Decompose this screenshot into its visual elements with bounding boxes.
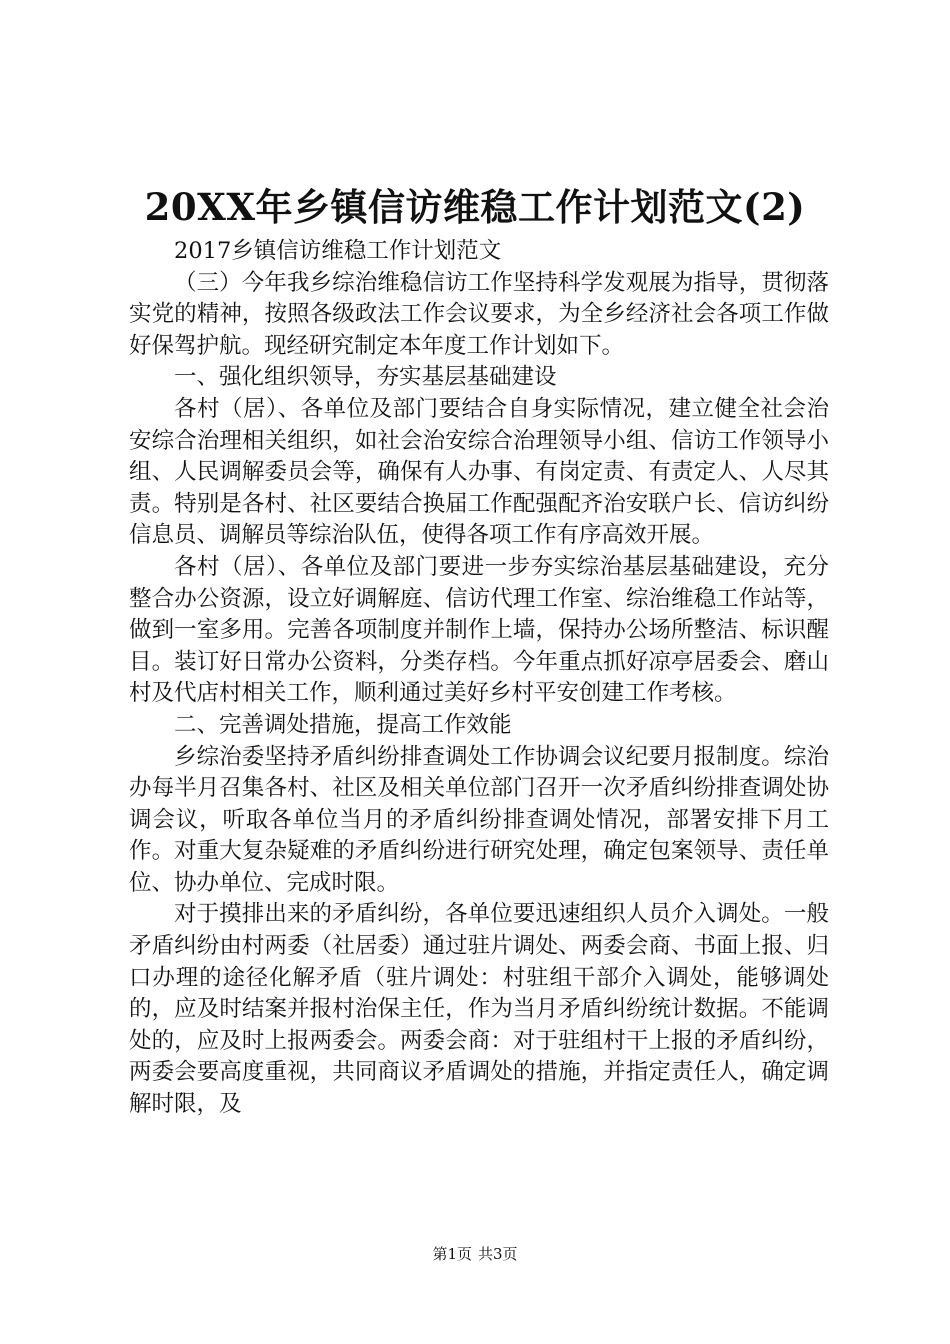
paragraph-intro: （三）今年我乡综治维稳信访工作坚持科学发观展为指导，贯彻落实党的精神，按照各级政法工作会议要求，为全乡经济社会各项工作做好保驾护航。现经研究制定本年度工作计划如下。 (129, 269, 829, 359)
document-body (129, 236, 829, 1121)
page-footer (0, 1244, 950, 1264)
section-heading-1: 一、强化组织领导，夯实基层基础建设 (174, 364, 557, 391)
section-heading-2: 二、完善调处措施，提高工作效能 (174, 711, 512, 738)
paragraph-subtitle: 2017乡镇信访维稳工作计划范文 (174, 238, 502, 264)
paragraph: 各村（居）、各单位及部门要结合自身实际情况，建立健全社会治安综合治理相关组织，如社会治安综合治理领导小组、信访工作领导小组、人民调解委员会等，确保有人办事、有岗定责、有责定人、人尽其责。特别是各村、社区要结合换届工作配强配齐治安联户长、信访纠纷信息员、调解员等综治队伍，使得各项工作有序高效开展。 (129, 395, 829, 549)
page-number: 第1页 (432, 1245, 472, 1263)
paragraph: 乡综治委坚持矛盾纠纷排查调处工作协调会议纪要月报制度。综治办每半月召集各村、社区及相关单位部门召开一次矛盾纠纷排查调处协调会议，听取各单位当月的矛盾纠纷排查调处情况，部署安排下月工作。对重大复杂疑难的矛盾纠纷进行研究处理，确定包案领导、责任单位、协办单位、完成时限。 (129, 743, 829, 896)
paragraph: 对于摸排出来的矛盾纠纷，各单位要迅速组织人员介入调处。一般矛盾纠纷由村两委（社居委）通过驻片调处、两委会商、书面上报、归口办理的途径化解矛盾（驻片调处：村驻组干部介入调处，能够调处的，应及时结案并报村治保主任，作为当月矛盾纠纷统计数据。不能调处的，应及时上报两委会。两委会商：对于驻组村干上报的矛盾纠纷，两委会要高度重视，共同商议矛盾调处的措施，并指定责任人，确定调解时限，及 (129, 901, 829, 1118)
document-title: 20XX年乡镇信访维稳工作计划范文(2) (144, 185, 806, 229)
page-total: 共3页 (478, 1245, 518, 1263)
paragraph: 各村（居）、各单位及部门要进一步夯实综治基层基础建设，充分整合办公资源，设立好调解庭、信访代理工作室、综治维稳工作站等，做到一室多用。完善各项制度并制作上墙，保持办公场所整洁、标识醒目。装订好日常办公资料，分类存档。今年重点抓好凉亭居委会、磨山村及代店村相关工作，顺利通过美好乡村平安创建工作考核。 (129, 553, 829, 707)
